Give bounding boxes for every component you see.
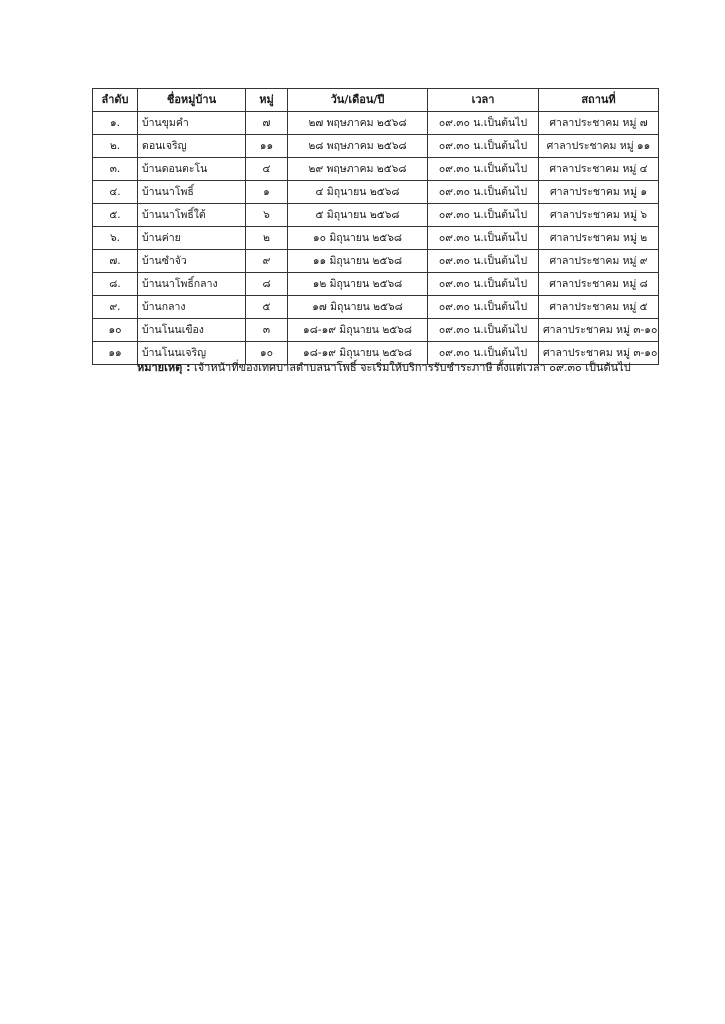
cell-time: ๐๙.๓๐ น.เป็นต้นไป [428, 135, 539, 158]
cell-village-name: บ้านนาโพธิ์กลาง [138, 273, 246, 296]
cell-date: ๑๗ มิถุนายน ๒๕๖๘ [288, 296, 428, 319]
cell-time: ๐๙.๓๐ น.เป็นต้นไป [428, 273, 539, 296]
table-row [93, 204, 659, 227]
remark-text: เจ้าหน้าที่ของเทศบาลตำบลนาโพธิ์ จะเริ่มให้บริการรับชำระภาษี ตั้งแต่เวลา ๐๙.๓๐ เป็นต้นไป [190, 361, 631, 374]
cell-date: ๑๘-๑๙ มิถุนายน ๒๕๖๘ [288, 319, 428, 342]
cell-order: ๕. [93, 204, 138, 227]
cell-date: ๒๘ พฤษภาคม ๒๕๖๘ [288, 135, 428, 158]
header-date: วัน/เดือน/ปี [288, 89, 428, 112]
table-row [93, 135, 659, 158]
cell-moo: ๒ [246, 227, 288, 250]
cell-moo: ๓ [246, 319, 288, 342]
cell-order: ๓. [93, 158, 138, 181]
header-order: ลำดับ [93, 89, 138, 112]
cell-order: ๑๑ [93, 342, 138, 365]
cell-village-name: บ้านดอนตะโน [138, 158, 246, 181]
cell-time: ๐๙.๓๐ น.เป็นต้นไป [428, 342, 539, 365]
remark-label: หมายเหตุ : [137, 361, 191, 374]
cell-location: ศาลาประชาคม หมู่ ๓-๑๐ [539, 342, 659, 365]
cell-location: ศาลาประชาคม หมู่ ๘ [539, 273, 659, 296]
cell-location: ศาลาประชาคม หมู่ ๓-๑๐ [539, 319, 659, 342]
cell-moo: ๑ [246, 181, 288, 204]
cell-order: ๙. [93, 296, 138, 319]
cell-location: ศาลาประชาคม หมู่ ๕ [539, 296, 659, 319]
header-moo: หมู่ [246, 89, 288, 112]
table-row [93, 181, 659, 204]
cell-date: ๕ มิถุนายน ๒๕๖๘ [288, 204, 428, 227]
cell-date: ๔ มิถุนายน ๒๕๖๘ [288, 181, 428, 204]
cell-order: ๖. [93, 227, 138, 250]
cell-village-name: บ้านนาโพธิ์ใต้ [138, 204, 246, 227]
cell-location: ศาลาประชาคม หมู่ ๖ [539, 204, 659, 227]
cell-order: ๑. [93, 112, 138, 135]
cell-time: ๐๙.๓๐ น.เป็นต้นไป [428, 250, 539, 273]
cell-location: ศาลาประชาคม หมู่ ๒ [539, 227, 659, 250]
cell-moo: ๕ [246, 296, 288, 319]
table-row [93, 319, 659, 342]
cell-moo: ๖ [246, 204, 288, 227]
table-row [93, 296, 659, 319]
cell-time: ๐๙.๓๐ น.เป็นต้นไป [428, 181, 539, 204]
cell-time: ๐๙.๓๐ น.เป็นต้นไป [428, 227, 539, 250]
cell-order: ๗. [93, 250, 138, 273]
header-village-name: ชื่อหมู่บ้าน [138, 89, 246, 112]
cell-location: ศาลาประชาคม หมู่ ๔ [539, 158, 659, 181]
header-location: สถานที่ [539, 89, 659, 112]
table-header-row [93, 89, 659, 112]
cell-order: ๔. [93, 181, 138, 204]
cell-location: ศาลาประชาคม หมู่ ๑๑ [539, 135, 659, 158]
cell-moo: ๘ [246, 273, 288, 296]
table-row [93, 250, 659, 273]
header-time: เวลา [428, 89, 539, 112]
cell-order: ๒. [93, 135, 138, 158]
cell-village-name: บ้านซำจัว [138, 250, 246, 273]
cell-date: ๑๐ มิถุนายน ๒๕๖๘ [288, 227, 428, 250]
cell-date: ๑๑ มิถุนายน ๒๕๖๘ [288, 250, 428, 273]
cell-date: ๑๘-๑๙ มิถุนายน ๒๕๖๘ [288, 342, 428, 365]
table-row [93, 112, 659, 135]
cell-location: ศาลาประชาคม หมู่ ๗ [539, 112, 659, 135]
cell-moo: ๙ [246, 250, 288, 273]
cell-order: ๘. [93, 273, 138, 296]
cell-order: ๑๐ [93, 319, 138, 342]
cell-village-name: บ้านขุมคำ [138, 112, 246, 135]
tax-collection-schedule-table [92, 88, 659, 365]
table-row [93, 227, 659, 250]
cell-village-name: บ้านนาโพธิ์ [138, 181, 246, 204]
cell-location: ศาลาประชาคม หมู่ ๙ [539, 250, 659, 273]
cell-village-name: บ้านกลาง [138, 296, 246, 319]
cell-time: ๐๙.๓๐ น.เป็นต้นไป [428, 319, 539, 342]
cell-village-name: บ้านค่าย [138, 227, 246, 250]
cell-village-name: บ้านโนนเขือง [138, 319, 246, 342]
cell-time: ๐๙.๓๐ น.เป็นต้นไป [428, 112, 539, 135]
table-row [93, 158, 659, 181]
remark-note [137, 358, 697, 376]
cell-moo: ๑๑ [246, 135, 288, 158]
cell-time: ๐๙.๓๐ น.เป็นต้นไป [428, 158, 539, 181]
cell-time: ๐๙.๓๐ น.เป็นต้นไป [428, 204, 539, 227]
cell-date: ๒๗ พฤษภาคม ๒๕๖๘ [288, 112, 428, 135]
cell-date: ๑๒ มิถุนายน ๒๕๖๘ [288, 273, 428, 296]
cell-location: ศาลาประชาคม หมู่ ๑ [539, 181, 659, 204]
cell-moo: ๑๐ [246, 342, 288, 365]
cell-moo: ๔ [246, 158, 288, 181]
cell-village-name: ดอนเจริญ [138, 135, 246, 158]
table-row [93, 273, 659, 296]
cell-moo: ๗ [246, 112, 288, 135]
cell-time: ๐๙.๓๐ น.เป็นต้นไป [428, 296, 539, 319]
cell-date: ๒๙ พฤษภาคม ๒๕๖๘ [288, 158, 428, 181]
cell-village-name: บ้านโนนเจริญ [138, 342, 246, 365]
